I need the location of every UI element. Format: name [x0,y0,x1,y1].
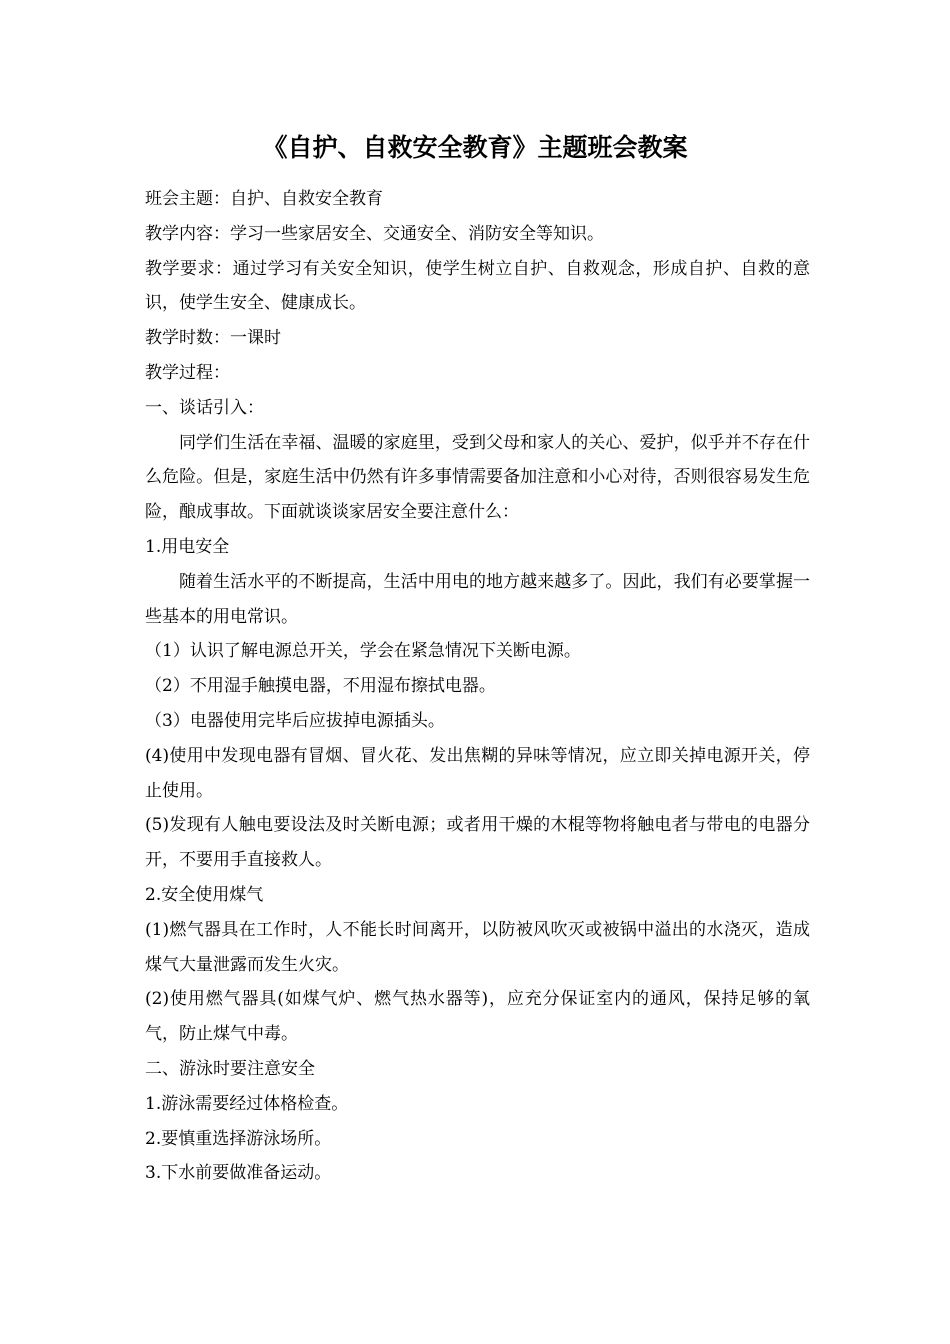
list-item-swimming-2: 2.要慎重选择游泳场所。 [145,1128,332,1149]
subheading-gas-safety: 2.安全使用煤气 [145,884,264,905]
list-item-electric-5: (5)发现有人触电要设法及时关断电源；或者用干燥的木棍等物将触电者与带电的电器分开，不要用手直接救人。 [145,815,810,871]
list-item-swimming-3: 3.下水前要做准备运动。 [145,1163,332,1184]
paragraph-theme: 班会主题：自护、自救安全教育 [145,189,383,209]
paragraph-electric-intro: 随着生活水平的不断提高，生活中用电的地方越来越多了。因此，我们有必要掌握一些基本的用电常识。 [145,571,810,627]
paragraph-intro: 同学们生活在幸福、温暖的家庭里，受到父母和家人的关心、爱护，似乎并不存在什么危险。但是，家庭生活中仍然有许多事情需要备加注意和小心对待，否则很容易发生危险，酿成事故。下面就谈谈家居安全要注意什么： [145,432,810,523]
list-item-gas-1: (1)燃气器具在工作时，人不能长时间离开，以防被风吹灭或被锅中溢出的水浇灭，造成煤气大量泄露而发生火灾。 [145,919,810,975]
list-item-swimming-1: 1.游泳需要经过体格检查。 [145,1093,349,1114]
subheading-electric-safety: 1.用电安全 [145,536,230,557]
paragraph-process: 教学过程： [145,362,230,383]
section-heading-intro: 一、谈话引入： [145,397,264,418]
section-heading-swimming: 二、游泳时要注意安全 [145,1058,315,1079]
document-body [145,182,810,1191]
list-item-gas-2: (2)使用燃气器具(如煤气炉、燃气热水器等)，应充分保证室内的通风，保持足够的氧气，防止煤气中毒。 [145,989,810,1045]
paragraph-hours: 教学时数：一课时 [145,328,281,349]
list-item-electric-2: （2）不用湿手触摸电器，不用湿布擦拭电器。 [145,676,496,697]
list-item-electric-1: （1）认识了解电源总开关，学会在紧急情况下关断电源。 [145,641,581,662]
document-title: 《自护、自救安全教育》主题班会教案 [262,133,688,162]
list-item-electric-4: (4)使用中发现电器有冒烟、冒火花、发出焦糊的异味等情况，应立即关掉电源开关，停止使用。 [145,745,810,801]
paragraph-content: 教学内容：学习一些家居安全、交通安全、消防安全等知识。 [145,223,604,244]
list-item-electric-3: （3）电器使用完毕后应拔掉电源插头。 [145,710,445,731]
paragraph-requirements: 教学要求：通过学习有关安全知识，使学生树立自护、自救观念，形成自护、自救的意识，使学生安全、健康成长。 [145,258,810,314]
